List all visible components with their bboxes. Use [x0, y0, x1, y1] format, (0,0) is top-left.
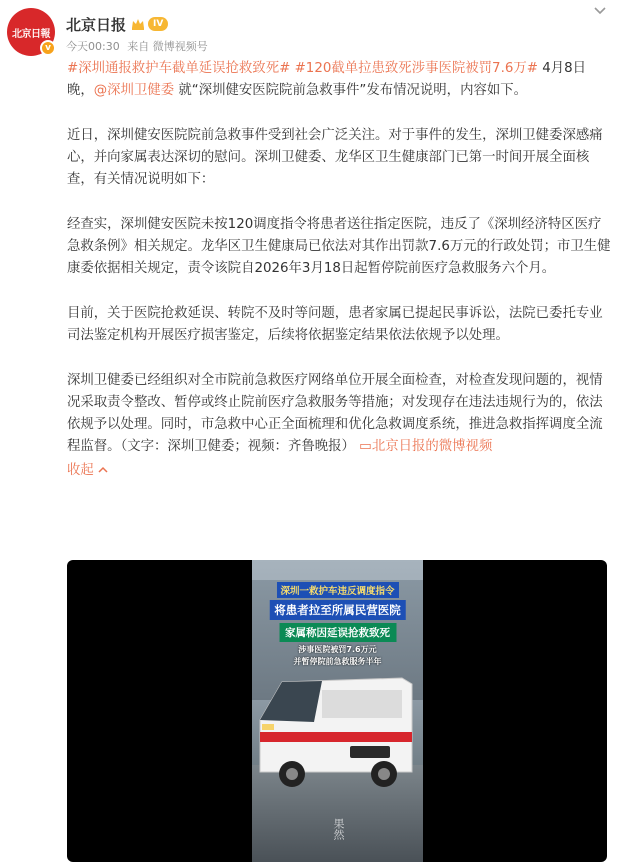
- post-body: [67, 58, 612, 482]
- chevron-down-icon[interactable]: [592, 2, 608, 18]
- avatar-text: 北京日報: [12, 28, 50, 40]
- video-link-icon: ▭: [359, 439, 372, 454]
- post-paragraph: [67, 370, 612, 458]
- hashtag-link[interactable]: #深圳通报救护车截单延误抢救致死#: [67, 61, 291, 76]
- intro-text-end: 就“深圳健安医院院前急救事件”发布情况说明，内容如下。: [178, 83, 528, 98]
- video-watermark: 果然: [332, 818, 345, 840]
- video-link-label: 北京日报的微博视频: [371, 439, 493, 454]
- intro-text: 4月8日晚，: [67, 61, 587, 98]
- video-caption: 并暂停院前急救服务半年: [293, 657, 382, 666]
- vip-level: IV: [148, 17, 168, 31]
- mention-link[interactable]: @深圳卫健委: [93, 83, 175, 98]
- ambulance-image: [252, 660, 423, 790]
- hashtag-link[interactable]: #120截单拉患致死涉事医院被罚7.6万#: [294, 61, 538, 76]
- collapse-label: 收起: [67, 463, 94, 478]
- video-caption: 涉事医院被罚7.6万元: [298, 645, 377, 654]
- collapse-button[interactable]: [67, 460, 612, 482]
- video-link[interactable]: [359, 439, 492, 454]
- post-paragraph: 经查实，深圳健安医院未按120调度指令将患者送往指定医院，违反了《深圳经济特区医疗急救条例》相关规定。龙华区卫生健康局已依法对其作出罚款7.6万元的行政处罚；市卫生健康委依据相关规定，责令该院自2026年3月18日起暂停院前医疗急救服务六个月。: [67, 217, 611, 276]
- crown-icon: [130, 16, 146, 32]
- post-intro: [67, 58, 612, 102]
- post-meta: [66, 38, 212, 54]
- video-caption: 家属称因延误抢救致死: [279, 623, 396, 642]
- chevron-up-icon: [98, 465, 108, 475]
- video-caption: 将患者拉至所属民营医院: [269, 600, 406, 620]
- post-source: 来自 微博视频号: [127, 40, 208, 53]
- post-paragraph-text: 深圳卫健委已经组织对全市院前急救医疗网络单位开展全面检查，对检查发现问题的，视情况采取责令整改、暂停或终止院前医疗急救服务等措施；对发现存在违法违规行为的，依法依规予以处理。同时，市急救中心正全面梳理和优化急救调度系统，推进急救指挥调度全流程监督。（文字：深圳卫健委；视频：齐鲁晚报）: [67, 373, 603, 454]
- post-header: [0, 0, 624, 56]
- post-paragraph: 近日，深圳健安医院院前急救事件受到社会广泛关注。对于事件的发生，深圳卫健委深感痛心，并向家属表达深切的慰问。深圳卫健委、龙华区卫生健康部门已第一时间开展全面核查，有关情况说明如下：: [67, 128, 603, 187]
- verified-badge-icon: v: [40, 40, 56, 56]
- video-player[interactable]: [67, 560, 607, 862]
- account-name[interactable]: 北京日报: [66, 16, 127, 34]
- post-time[interactable]: 今天00:30: [66, 40, 120, 53]
- video-caption: 深圳一救护车违反调度指令: [276, 582, 398, 598]
- post-paragraph: 目前，关于医院抢救延误、转院不及时等问题，患者家属已提起民事诉讼，法院已委托专业司法鉴定机构开展医疗损害鉴定，后续将依据鉴定结果依法依规予以处理。: [67, 306, 603, 343]
- video-frame: [252, 560, 423, 862]
- vip-badge[interactable]: [130, 16, 170, 32]
